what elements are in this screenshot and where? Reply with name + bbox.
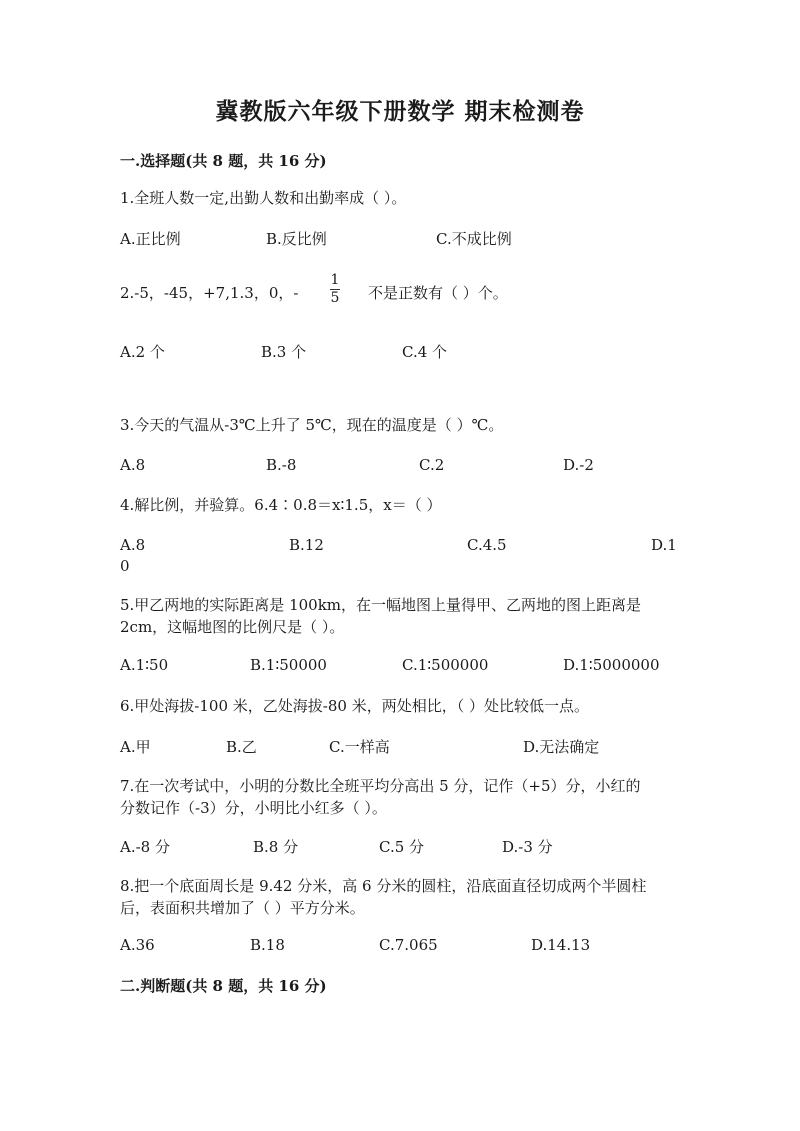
q8-option-c[interactable]: C.7.065	[379, 936, 438, 954]
q1-option-b[interactable]: B.反比例	[266, 230, 327, 248]
page-title: 冀教版六年级下册数学 期末检测卷	[215, 98, 585, 125]
q5-option-c[interactable]: C.1∶500000	[402, 656, 489, 674]
q5-option-d[interactable]: D.1∶5000000	[563, 656, 660, 674]
q7-option-c[interactable]: C.5 分	[379, 838, 425, 856]
q2-option-c[interactable]: C.4 个	[402, 343, 448, 361]
question-6: 6.甲处海拔-100 米，乙处海拔-80 米，两处相比，（ ）处比较低一点。	[120, 697, 589, 715]
question-3: 3.今天的气温从-3℃上升了 5℃，现在的温度是（ ）℃。	[120, 416, 504, 434]
section-heading-judge: 二.判断题(共 8 题，共 16 分)	[120, 977, 327, 995]
q3-option-c[interactable]: C.2	[419, 456, 445, 474]
q7-option-d[interactable]: D.-3 分	[502, 838, 553, 856]
q3-option-d[interactable]: D.-2	[563, 456, 594, 474]
q1-option-c[interactable]: C.不成比例	[436, 230, 512, 248]
q6-option-c[interactable]: C.一样高	[329, 738, 390, 756]
fraction-denominator: 5	[330, 290, 340, 306]
q2-option-a[interactable]: A.2 个	[120, 343, 165, 361]
q7-option-a[interactable]: A.-8 分	[120, 838, 170, 856]
question-7-line-2: 分数记作（-3）分，小明比小红多（ ）。	[120, 799, 387, 817]
q8-option-a[interactable]: A.36	[120, 936, 155, 954]
q2-option-b[interactable]: B.3 个	[261, 343, 307, 361]
q4-option-a[interactable]: A.8	[120, 536, 146, 554]
fraction-one-fifth	[330, 273, 340, 306]
q4-option-d-wrap: 0	[120, 557, 130, 575]
question-5-line-2: 2cm，这幅地图的比例尺是（ ）。	[120, 618, 345, 636]
q4-option-b[interactable]: B.12	[289, 536, 324, 554]
q8-option-b[interactable]: B.18	[250, 936, 285, 954]
q6-option-b[interactable]: B.乙	[226, 738, 257, 756]
question-7-line-1: 7.在一次考试中，小明的分数比全班平均分高出 5 分，记作（+5）分，小红的	[120, 777, 641, 795]
q4-option-c[interactable]: C.4.5	[467, 536, 507, 554]
question-8-line-2: 后，表面积共增加了（ ）平方分米。	[120, 899, 365, 917]
fraction-numerator: 1	[330, 272, 340, 288]
question-2-text-after: 不是正数有（ ）个。	[368, 284, 508, 302]
q6-option-d[interactable]: D.无法确定	[523, 738, 600, 756]
q3-option-a[interactable]: A.8	[120, 456, 146, 474]
question-1: 1.全班人数一定,出勤人数和出勤率成（ ）。	[120, 189, 407, 207]
q6-option-a[interactable]: A.甲	[120, 738, 151, 756]
q4-option-d[interactable]: D.1	[651, 536, 677, 554]
question-2-text-before: 2.-5，-45，+7,1.3，0，-	[120, 284, 299, 302]
q3-option-b[interactable]: B.-8	[266, 456, 297, 474]
section-heading-choice: 一.选择题(共 8 题，共 16 分)	[120, 152, 327, 170]
question-8-line-1: 8.把一个底面周长是 9.42 分米，高 6 分米的圆柱，沿底面直径切成两个半圆柱	[120, 877, 647, 895]
q5-option-b[interactable]: B.1∶50000	[250, 656, 327, 674]
q1-option-a[interactable]: A.正比例	[120, 230, 181, 248]
question-4: 4.解比例，并验算。6.4∶0.8＝x∶1.5，x＝（ ）	[120, 496, 442, 514]
q8-option-d[interactable]: D.14.13	[531, 936, 591, 954]
question-5-line-1: 5.甲乙两地的实际距离是 100km，在一幅地图上量得甲、乙两地的图上距离是	[120, 596, 642, 614]
q5-option-a[interactable]: A.1∶50	[120, 656, 169, 674]
q7-option-b[interactable]: B.8 分	[253, 838, 299, 856]
